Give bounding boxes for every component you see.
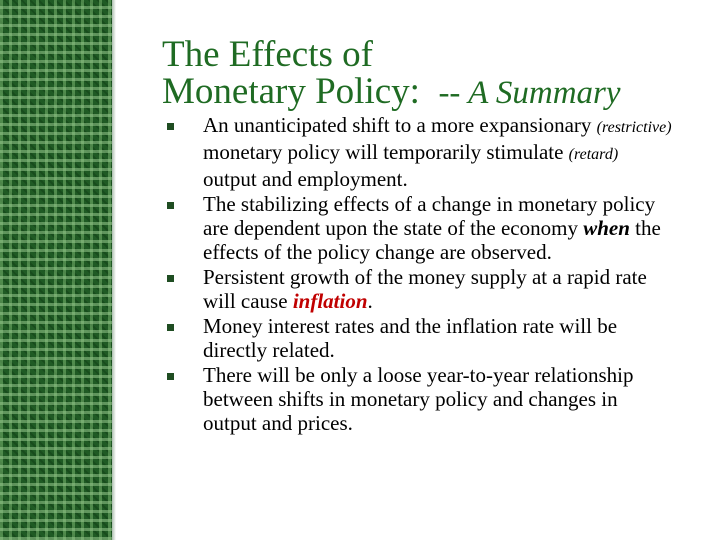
square-bullet-icon (167, 123, 174, 130)
square-bullet-icon (167, 373, 174, 380)
decorative-sidebar (0, 0, 112, 540)
bullet-item-5 (164, 363, 674, 435)
bullet-1-text-end: output and employment. (203, 167, 408, 191)
bullet-3-text: Persistent growth of the money supply at a rapid rate will cause (203, 265, 647, 313)
bullet-1-text: An unanticipated shift to a more expansionary (203, 113, 597, 137)
bullet-5-text: There will be only a loose year-to-year relationship between shifts in monetary policy and changes in output and prices. (203, 363, 634, 435)
bullet-2-when: when (583, 216, 630, 240)
title-main-text: Monetary Policy: (162, 71, 420, 112)
bullet-item-3 (164, 265, 674, 313)
square-bullet-icon (167, 202, 174, 209)
bullet-item-2 (164, 192, 674, 264)
bullet-2-text: The stabilizing effects of a change in monetary policy are dependent upon the state of the economy (203, 192, 656, 240)
bullet-item-1 (164, 113, 674, 191)
square-bullet-icon (167, 324, 174, 331)
slide-title (162, 36, 621, 112)
title-subtitle: -- A Summary (438, 75, 621, 111)
bullet-list (164, 113, 674, 436)
title-line-1: The Effects of (162, 34, 373, 75)
square-bullet-icon (167, 275, 174, 282)
bullet-3-inflation: inflation (292, 289, 368, 313)
bullet-1-text-cont: monetary policy will temporarily stimulate (203, 140, 569, 164)
bullet-1-retard: (retard) (568, 146, 619, 163)
bullet-4-text: Money interest rates and the inflation rate will be directly related. (203, 314, 618, 362)
bullet-2-text-end: the effects of the policy change are observed. (203, 216, 661, 264)
bullet-3-text-end: . (367, 289, 373, 313)
bullet-item-4 (164, 314, 674, 362)
sidebar-shadow (112, 0, 116, 540)
bullet-1-restrictive: (restrictive) (596, 119, 672, 136)
title-line-2 (162, 73, 621, 112)
